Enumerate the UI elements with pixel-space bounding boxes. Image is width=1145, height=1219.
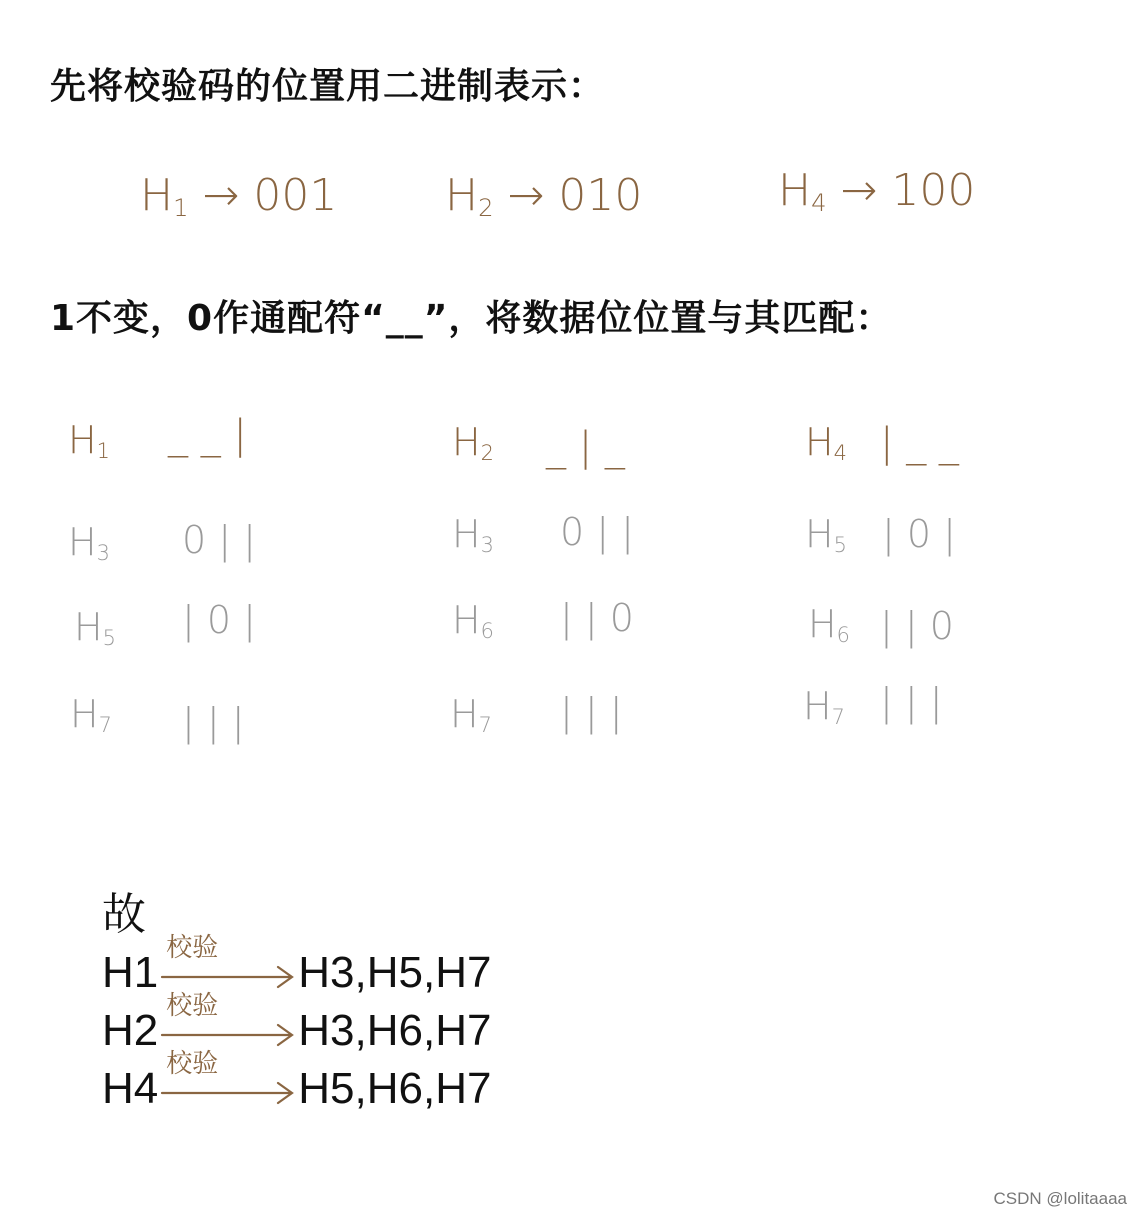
col2-head-label: $H_2$ bbox=[452, 420, 494, 466]
col3-row2-label: $H_6$ bbox=[808, 602, 850, 648]
col2-row3-label: $H_7$ bbox=[450, 692, 492, 738]
heading-wildcard-match: 1不变，0作通配符“__”，将数据位位置与其匹配： bbox=[50, 298, 893, 339]
mapping-h2-arrow: → bbox=[507, 170, 545, 221]
mapping-h1-sub: 1 bbox=[173, 194, 189, 223]
result-line-h2 bbox=[102, 991, 492, 1056]
result-line-h2-targets: H3,H6,H7 bbox=[298, 1006, 492, 1055]
result-line-h4-src: H4 bbox=[102, 1064, 159, 1113]
col3-row3-label: $H_7$ bbox=[803, 684, 845, 730]
result-line-h1-src: H1 bbox=[102, 948, 159, 997]
col3-row1-bits: | 0 | bbox=[882, 512, 956, 556]
col1-head-pattern: _ _ | bbox=[168, 412, 247, 458]
result-line-h1-targets: H3,H5,H7 bbox=[298, 948, 492, 997]
mapping-h1-code: 001 bbox=[253, 170, 338, 221]
mapping-h4-arrow: → bbox=[840, 165, 878, 216]
col3-row1-label: $H_5$ bbox=[805, 512, 847, 558]
right-arrow-icon bbox=[160, 1071, 296, 1111]
mapping-h4-label: H bbox=[778, 165, 812, 216]
watermark: CSDN @lolitaaaa bbox=[993, 1189, 1127, 1208]
col2-row2-bits: | | 0 bbox=[560, 596, 634, 640]
result-line-h4-targets: H5,H6,H7 bbox=[298, 1064, 492, 1113]
mapping-h1-arrow: → bbox=[202, 170, 240, 221]
col3-head-pattern: | _ _ bbox=[880, 420, 959, 466]
col2-row3-bits: | | | bbox=[560, 690, 623, 734]
result-line-h4 bbox=[102, 1049, 492, 1114]
mapping-h2-sub: 2 bbox=[478, 194, 494, 223]
check-arrow-label: 校验 bbox=[166, 1049, 219, 1080]
mapping-h1 bbox=[140, 170, 337, 222]
check-arrow-label: 校验 bbox=[166, 933, 219, 964]
col3-row2-bits: | | 0 bbox=[880, 604, 954, 648]
mapping-h4 bbox=[778, 165, 975, 217]
col2-row1-bits: 0 | | bbox=[560, 510, 634, 554]
col1-row1-label: $H_3$ bbox=[68, 520, 110, 566]
col2-head-pattern: _ | _ bbox=[546, 424, 625, 470]
mapping-h2 bbox=[445, 170, 642, 222]
result-intro: 故 bbox=[102, 890, 146, 939]
col3-row3-bits: | | | bbox=[880, 680, 943, 724]
mapping-h4-code: 100 bbox=[891, 165, 976, 216]
check-arrow bbox=[160, 1049, 296, 1111]
col1-row3-bits: | | | bbox=[182, 700, 245, 744]
result-line-h2-src: H2 bbox=[102, 1006, 159, 1055]
col2-row1-label: $H_3$ bbox=[452, 512, 494, 558]
heading-binary-positions: 先将校验码的位置用二进制表示： bbox=[50, 66, 606, 107]
check-arrow-label: 校验 bbox=[166, 991, 219, 1022]
col1-row1-bits: 0 | | bbox=[182, 518, 256, 562]
col1-row3-label: $H_7$ bbox=[70, 692, 112, 738]
col2-row2-label: $H_6$ bbox=[452, 598, 494, 644]
mapping-h2-code: 010 bbox=[558, 170, 643, 221]
col1-head-label: $H_1$ bbox=[68, 418, 110, 464]
col3-head-label: $H_4$ bbox=[805, 420, 847, 466]
mapping-h1-label: H bbox=[140, 170, 174, 221]
col1-row2-label: $H_5$ bbox=[74, 605, 116, 651]
mapping-h4-sub: 4 bbox=[811, 189, 827, 218]
col1-row2-bits: | 0 | bbox=[182, 598, 256, 642]
mapping-h2-label: H bbox=[445, 170, 479, 221]
result-line-h1 bbox=[102, 933, 492, 998]
